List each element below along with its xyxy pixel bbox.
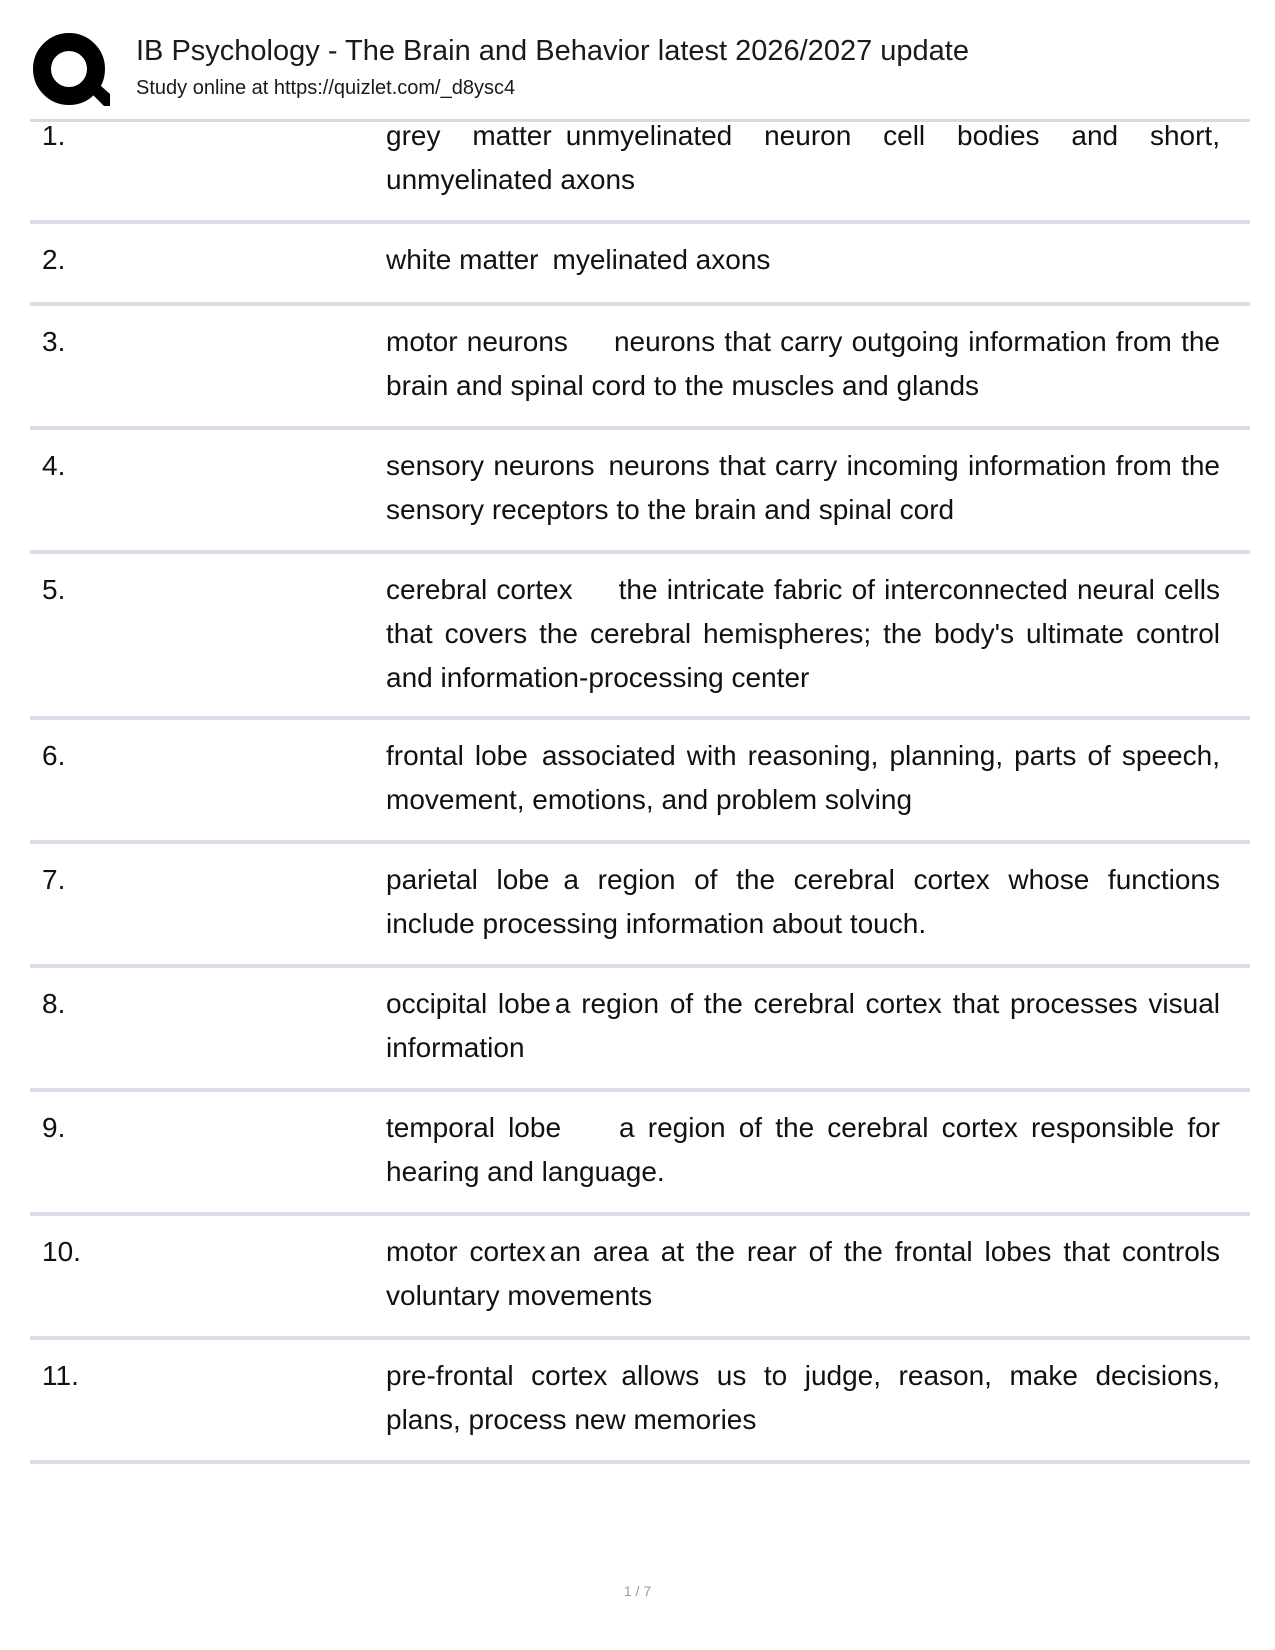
card-term: occipital lobe — [386, 988, 551, 1019]
card-number: 6. — [42, 740, 66, 771]
card-term: parietal lobe — [386, 864, 550, 895]
flashcard-row — [30, 844, 1250, 968]
card-term: motor neurons — [386, 326, 568, 357]
card-number: 8. — [42, 988, 66, 1019]
card-term: sensory neurons — [386, 450, 595, 481]
flashcard-list — [30, 122, 1250, 1464]
quizlet-logo-icon — [32, 32, 110, 110]
card-definition: an area at the rear of the frontal lobes that controls voluntary movements — [386, 1236, 1220, 1311]
card-term: frontal lobe — [386, 740, 528, 771]
card-content — [386, 114, 1220, 202]
flashcard-row — [30, 306, 1250, 430]
card-number: 5. — [42, 574, 66, 605]
study-online-link-text: Study online at https://quizlet.com/_d8ysc4 — [136, 77, 516, 99]
card-definition: the intricate fabric of interconnected neural cells that covers the cerebral hemispheres; the body's ultimate control and information-processing center — [386, 574, 1220, 693]
flashcard-row — [30, 554, 1250, 720]
card-content — [386, 320, 1220, 408]
card-number: 3. — [42, 326, 66, 357]
flashcard-row — [30, 968, 1250, 1092]
flashcard-row — [30, 122, 1250, 224]
card-content — [386, 238, 1220, 282]
flashcard-row — [30, 1216, 1250, 1340]
card-term: grey matter — [386, 120, 552, 151]
card-definition: myelinated axons — [552, 244, 771, 275]
card-term: cerebral cortex — [386, 574, 573, 605]
flashcard-row — [30, 720, 1250, 844]
card-content — [386, 1106, 1220, 1194]
flashcard-row — [30, 1092, 1250, 1216]
card-number: 10. — [42, 1236, 81, 1267]
card-number: 4. — [42, 450, 66, 481]
card-content — [386, 1354, 1220, 1442]
card-term: white matter — [386, 244, 539, 275]
document-title: IB Psychology - The Brain and Behavior latest 2026/2027 update — [136, 35, 969, 67]
card-number: 2. — [42, 244, 66, 275]
card-definition: a region of the cerebral cortex whose functions include processing information about touch. — [386, 864, 1220, 939]
card-definition: neurons that carry incoming information from the sensory receptors to the brain and spinal cord — [386, 450, 1220, 525]
card-term: pre-frontal cortex — [386, 1360, 608, 1391]
card-number: 7. — [42, 864, 66, 895]
card-number: 9. — [42, 1112, 66, 1143]
card-number: 1. — [42, 120, 66, 151]
document-header — [30, 28, 1250, 118]
card-content — [386, 982, 1220, 1070]
card-term: motor cortex — [386, 1236, 546, 1267]
card-content — [386, 444, 1220, 532]
card-definition: a region of the cerebral cortex that processes visual information — [386, 988, 1221, 1063]
flashcard-row — [30, 1340, 1250, 1464]
page-indicator: 1 / 7 — [623, 1583, 652, 1599]
flashcard-row — [30, 224, 1250, 306]
card-definition: neurons that carry outgoing information from the brain and spinal cord to the muscles and glands — [386, 326, 1220, 401]
card-definition: a region of the cerebral cortex responsible for hearing and language. — [386, 1112, 1221, 1187]
card-definition: allows us to judge, reason, make decisions, plans, process new memories — [386, 1360, 1220, 1435]
card-content — [386, 568, 1220, 700]
card-content — [386, 858, 1220, 946]
card-content — [386, 734, 1220, 822]
card-content — [386, 1230, 1220, 1318]
card-definition: associated with reasoning, planning, parts of speech, movement, emotions, and problem solving — [386, 740, 1220, 815]
card-number: 11. — [42, 1360, 79, 1391]
card-definition: unmyelinated neuron cell bodies and short, unmyelinated axons — [386, 120, 1220, 195]
card-term: temporal lobe — [386, 1112, 562, 1143]
flashcard-row — [30, 430, 1250, 554]
